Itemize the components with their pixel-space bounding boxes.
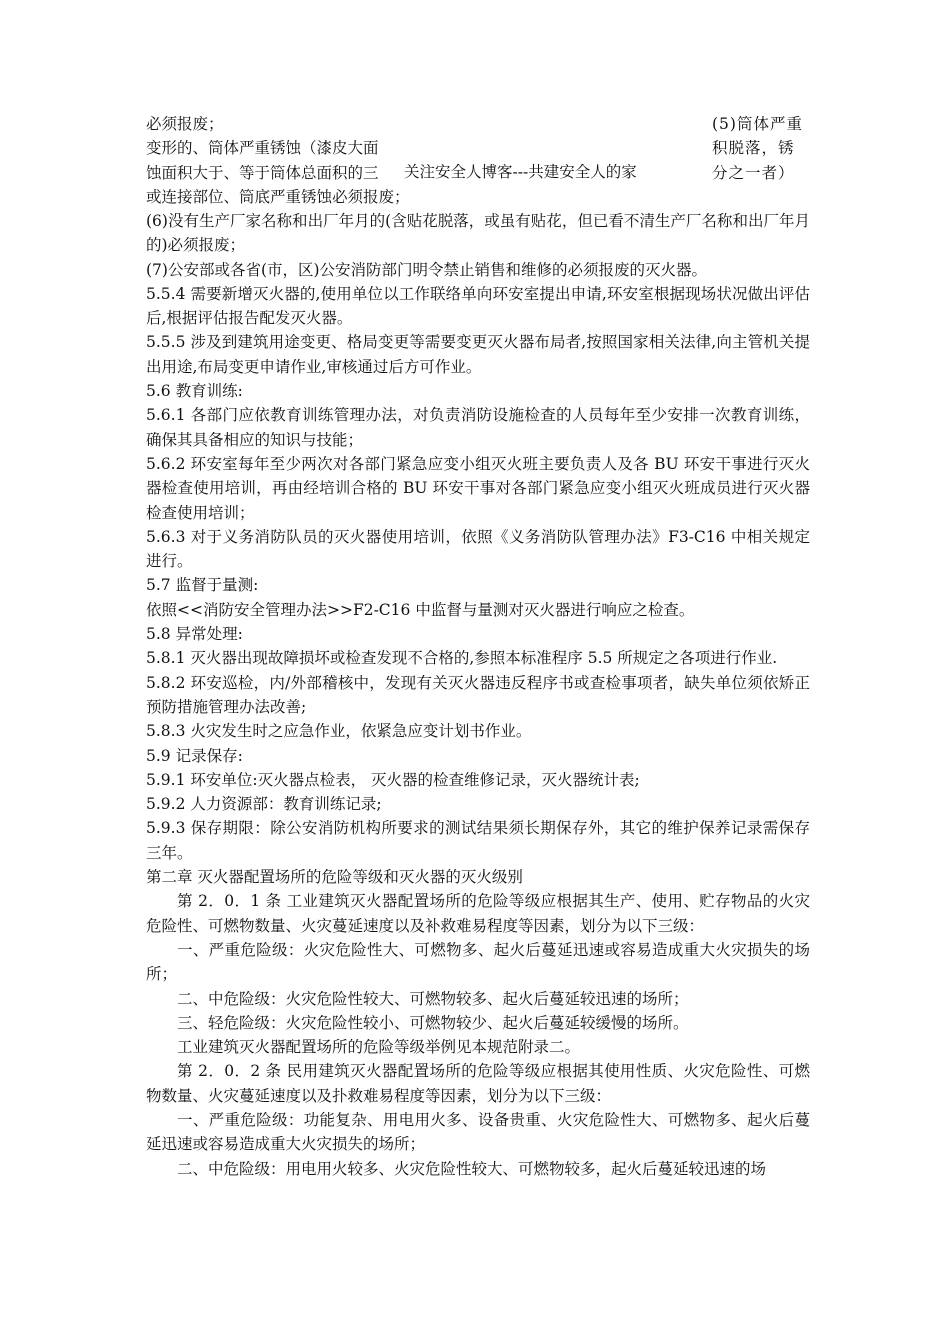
paragraph: 二、中危险级：火灾危险性较大、可燃物较多、起火后蔓延较迅速的场所； (177, 989, 689, 1008)
paragraph: 5.6.2 环安室每年至少两次对各部门紧急应变小组灭火班主要负责人及各 BU 环安干事进行灭火器检查使用培训，再由经培训合格的 BU 环安干事对各部门紧急应变小组灭火班成员进行灭火器检查使用培训； (146, 454, 810, 522)
header-right-line: 积脱落，锈 (712, 139, 795, 158)
paragraph: 三、轻危险级：火灾危险性较小、可燃物较少、起火后蔓延较缓慢的场所。 (177, 1013, 689, 1032)
paragraph: 第二章 灭火器配置场所的危险等级和灭火器的灭火级别 (146, 868, 523, 887)
header-right-line: 分之一者） (712, 163, 795, 182)
header-right-line: (5)筒体严重 (712, 115, 803, 133)
paragraph: (6)没有生产厂家名称和出厂年月的(含贴花脱落，或虽有贴花，但已看不清生产厂名称和出厂年月的)必须报废； (146, 212, 810, 255)
document-page (146, 112, 810, 1181)
paragraph: 5.5.4 需要新增灭火器的,使用单位以工作联络单向环安室提出申请,环安室根据现场状况做出评估后,根据评估报告配发灭火器。 (146, 284, 810, 328)
paragraph: 5.9.3 保存期限：除公安消防机构所要求的测试结果须长期保存外，其它的维护保养记录需保存三年。 (146, 819, 810, 862)
header-block (146, 112, 810, 209)
paragraph: 工业建筑灭火器配置场所的危险等级举例见本规范附录二。 (177, 1038, 581, 1057)
paragraph: 第 2．0．2 条 民用建筑灭火器配置场所的危险等级应根据其使用性质、火灾危险性、可燃物数量、火灾蔓延速度以及扑救难易程度等因素，划分为以下三级： (146, 1062, 810, 1105)
header-left-column (146, 112, 436, 209)
body-paragraphs (146, 209, 810, 1181)
paragraph: 5.8.3 火灾发生时之应急作业，依紧急应变计划书作业。 (146, 722, 532, 741)
paragraph: 5.5.5 涉及到建筑用途变更、格局变更等需要变更灭火器布局者,按照国家相关法律,向主管机关提出用途,布局变更申请作业,审核通过后方可作业。 (146, 333, 810, 376)
paragraph: 5.8 异常处理: (146, 625, 243, 644)
header-left-line: 必须报废； (146, 115, 224, 133)
paragraph: 5.8.2 环安巡检，内/外部稽核中，发现有关灭火器违反程序书或查检事项者，缺失单位须依矫正预防措施管理办法改善; (146, 673, 810, 716)
paragraph: 5.7 监督于量测: (146, 576, 259, 595)
paragraph: 5.8.1 灭火器出现故障损坏或检查发现不合格的,参照本标准程序 5.5 所规定之各项进行作业. (146, 649, 778, 668)
paragraph: 一、严重危险级：功能复杂、用电用火多、设备贵重、火灾危险性大、可燃物多、起火后蔓延迅速或容易造成重大火灾损失的场所； (146, 1110, 810, 1154)
header-left-line: 变形的、筒体严重锈蚀（漆皮大面 (146, 139, 379, 158)
paragraph: 二、中危险级：用电用火较多、火灾危险性较大、可燃物较多，起火后蔓延较迅速的场 (177, 1159, 767, 1178)
header-left-line: 或连接部位、筒底严重锈蚀必须报废； (146, 187, 410, 206)
header-left-line: 蚀面积大于、等于筒体总面积的三 (146, 163, 379, 182)
paragraph: 5.6.3 对于义务消防队员的灭火器使用培训，依照《义务消防队管理办法》F3-C16 中相关规定进行。 (146, 527, 810, 571)
paragraph: 5.9.1 环安单位:灭火器点检表， 灭火器的检查维修记录，灭火器统计表; (146, 770, 640, 789)
paragraph: 5.6 教育训练: (146, 382, 243, 401)
paragraph: 5.9 记录保存: (146, 746, 243, 765)
paragraph: 依照<<消防安全管理办法>>F2-C16 中监督与量测对灭火器进行响应之检查。 (146, 600, 695, 619)
paragraph: 5.9.2 人力资源部：教育训练记录; (146, 795, 382, 814)
paragraph: 一、严重危险级：火灾危险性大、可燃物多、起火后蔓延迅速或容易造成重大火灾损失的场所； (146, 940, 810, 984)
paragraph: 5.6.1 各部门应依教育训练管理办法，对负责消防设施检查的人员每年至少安排一次教育训练，确保其具备相应的知识与技能； (146, 406, 810, 449)
paragraph: 第 2．0．1 条 工业建筑灭火器配置场所的危险等级应根据其生产、使用、贮存物品的火灾危险性、可燃物数量、火灾蔓延速度以及补救难易程度等因素，划分为以下三级： (146, 892, 810, 935)
paragraph: (7)公安部或各省(市，区)公安消防部门明令禁止销售和维修的必须报废的灭火器。 (146, 260, 708, 279)
header-right-column (712, 112, 812, 185)
blog-watermark-text: 关注安全人博客---共建安全人的家 (404, 163, 637, 181)
